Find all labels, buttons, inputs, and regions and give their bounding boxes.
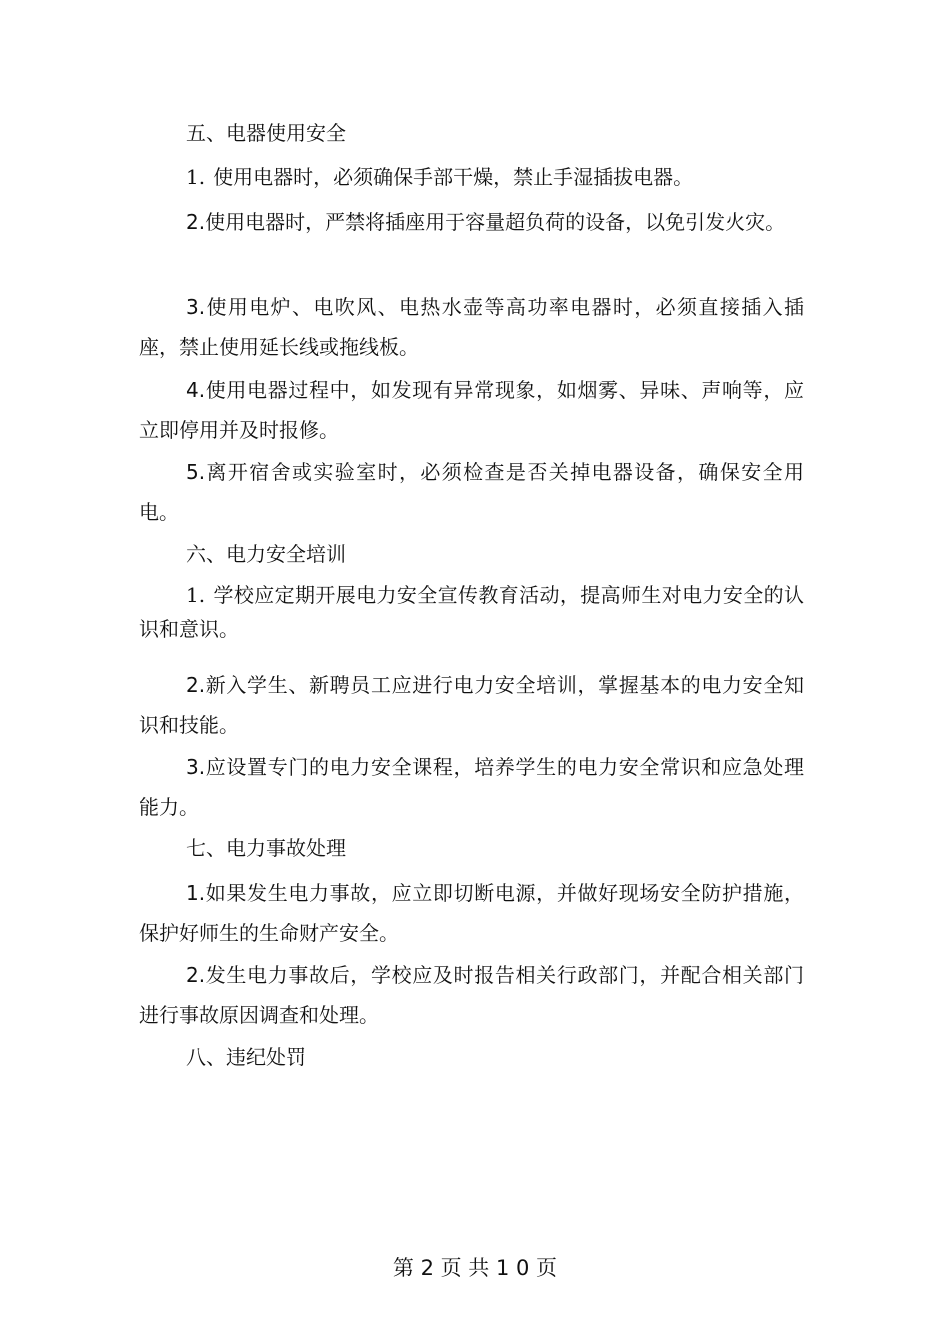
paragraph-6-1 xyxy=(139,578,804,646)
section-heading-7: 七、电力事故处理 xyxy=(186,836,346,860)
paragraph-7-1: 1.如果发生电力事故，应立即切断电源，并做好现场安全防护措施，保护好师生的生命财产安全。 xyxy=(139,881,804,945)
paragraph-5-5: 5.离开宿舍或实验室时，必须检查是否关掉电器设备，确保安全用电。 xyxy=(139,460,804,524)
paragraph-text: 使用电器时，必须确保手部干燥，禁止手湿插拔电器。 xyxy=(213,165,694,189)
section-heading-8: 八、违纪处罚 xyxy=(186,1045,306,1069)
item-number: 1. xyxy=(186,165,206,189)
paragraph-5-2: 2.使用电器时，严禁将插座用于容量超负荷的设备，以免引发火灾。 xyxy=(186,210,786,234)
paragraph-5-4: 4.使用电器过程中，如发现有异常现象，如烟雾、异味、声响等，应立即停用并及时报修。 xyxy=(139,378,804,442)
item-number: 1. xyxy=(186,583,206,607)
section-heading-5: 五、电器使用安全 xyxy=(186,121,346,145)
paragraph-text: 学校应定期开展电力安全宣传教育活动，提高师生对电力安全的认识和意识。 xyxy=(139,583,804,641)
paragraph-7-2: 2.发生电力事故后，学校应及时报告相关行政部门，并配合相关部门进行事故原因调查和处理。 xyxy=(139,963,804,1027)
paragraph-6-3: 3.应设置专门的电力安全课程，培养学生的电力安全常识和应急处理能力。 xyxy=(139,755,804,819)
page-number-footer: 第 2 页 共 1 0 页 xyxy=(392,1256,558,1280)
paragraph-6-2: 2.新入学生、新聘员工应进行电力安全培训，掌握基本的电力安全知识和技能。 xyxy=(139,673,804,737)
section-heading-6: 六、电力安全培训 xyxy=(186,542,346,566)
paragraph-5-1 xyxy=(139,157,804,197)
paragraph-5-3: 3.使用电炉、电吹风、电热水壶等高功率电器时，必须直接插入插座，禁止使用延长线或拖线板。 xyxy=(139,295,804,359)
